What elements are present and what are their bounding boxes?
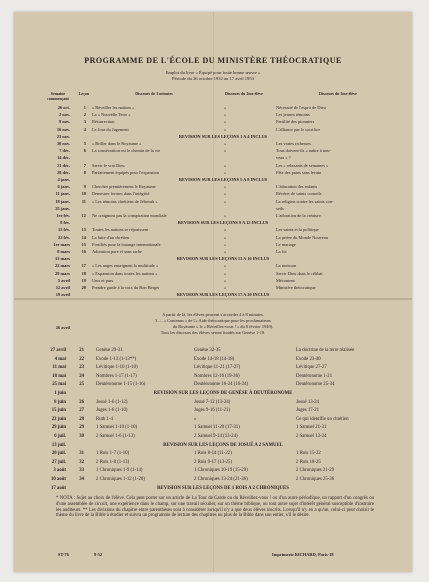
cell-b: 2 Chroniques 13-24 (21-36) xyxy=(194,477,248,482)
cell-a: Demeurer fermes dans l'intégrité xyxy=(92,191,150,197)
cell-num: 16 xyxy=(81,249,86,254)
revision-heading: REVISION SUR LES LEÇONS 9 A 12 INCLUS xyxy=(177,220,269,226)
document-title: PROGRAMME DE L'ÉCOLE DU MINISTÈRE THÉOCRATIQUE xyxy=(84,56,342,65)
cell-b: » xyxy=(224,234,227,240)
cell-b: » xyxy=(224,112,227,118)
cell-a: « Les anges enseignent la multitude » xyxy=(92,263,159,269)
cell-a: Parfaitement équipés pour l'expansion xyxy=(92,169,159,175)
cell-b: » xyxy=(224,162,227,168)
cell-b: » xyxy=(194,416,197,422)
header-lesson: Leçon xyxy=(78,91,90,96)
cell-b: » xyxy=(224,148,227,154)
cell-num: 27 xyxy=(79,408,84,414)
cell-num: 14 xyxy=(81,234,86,240)
cell-a: Fortifiés pour la louange internationale xyxy=(92,241,161,247)
cell-b: Genèse 32-35 xyxy=(194,348,221,353)
cell-date: 1er fév. xyxy=(56,213,70,218)
cell-date: 11 mai xyxy=(52,365,66,371)
cell-c: Fête des pains sans levain xyxy=(276,169,322,175)
cell-num: 9 xyxy=(83,184,86,190)
cell-c: 2 Chroniques 21-29 xyxy=(296,468,335,474)
cell-a: « Réveiller les nations » xyxy=(92,105,135,110)
cell-a: 2 Chroniques 1-12 (1-20) xyxy=(96,477,145,482)
cell-date: 22 mars xyxy=(55,263,70,269)
footer-code: ST-76 xyxy=(58,552,69,557)
cell-date: 4 mai xyxy=(54,356,66,362)
cell-a: Josué 1-6 (1-12) xyxy=(96,399,128,405)
cell-date: 18 janv. xyxy=(55,198,70,204)
cell-b: » xyxy=(224,227,227,233)
cell-b: » xyxy=(224,213,227,218)
cell-date: 5 avril xyxy=(57,277,70,283)
cell-b: » xyxy=(224,198,227,204)
cell-b: Juges 9-16 (11-21) xyxy=(194,408,231,414)
cell-a: « Briller dans le Royaume » xyxy=(92,141,142,146)
cell-a: Chercher premièrement le Royaume xyxy=(92,184,156,190)
cell-c: Les saints et la politique xyxy=(276,227,319,233)
cell-b: » xyxy=(224,126,227,132)
cell-num: 3 xyxy=(83,119,86,125)
cell-b: Deutéronome 16-24 (16-24) xyxy=(194,382,249,388)
cell-date: 22 fév. xyxy=(58,234,70,240)
revision-heading: REVISION SUR LES LEÇONS DE 1 ROIS A 2 CHRONIQUES xyxy=(157,485,289,491)
cell-num: 31 xyxy=(79,451,84,457)
cell-a: 1 Samuel 1-10 (1-10) xyxy=(96,425,138,431)
cell-b: » xyxy=(224,191,227,197)
cell-num: 23 xyxy=(79,365,84,371)
mid-date: 26 avril xyxy=(55,325,70,330)
cell-b: » xyxy=(224,105,227,110)
cell-c: Le mariage xyxy=(276,241,296,247)
cell-a: Le Jour du Jugement xyxy=(92,126,129,132)
cell-a: « Les témoins chrétiens de Jéhovah » xyxy=(92,198,158,204)
revision-heading: REVISION SUR LES LEÇONS DE JOSUÉ A 2 SAMUEL xyxy=(163,442,283,448)
cell-date: 14 déc. xyxy=(57,155,70,161)
cell-date: 27 avril xyxy=(50,348,66,353)
cell-date: 8 fév. xyxy=(60,220,70,226)
cell-c: La religion contre les saints con- xyxy=(276,198,334,204)
mid-line-2: 3 .... « Contenus » de l'« Aide théocratique pour les proclamateurs xyxy=(155,318,271,323)
cell-num: 6 xyxy=(83,148,86,154)
cell-c: Tous doivent-ils « naître à nou- xyxy=(276,148,331,154)
cell-num: 29 xyxy=(79,425,84,431)
cell-num: 18 xyxy=(81,270,86,276)
cell-c: Josué 13-24 xyxy=(296,399,320,405)
cell-c: Révérer de saints conseils xyxy=(276,191,322,197)
cell-date: 20 juil. xyxy=(51,451,66,457)
cell-num: 5 xyxy=(83,141,86,146)
cell-num: 1 xyxy=(83,105,86,110)
cell-date: 7 déc. xyxy=(59,148,70,154)
program-sheet xyxy=(14,12,412,572)
cell-date: 11 janv. xyxy=(55,191,70,197)
cell-date: 12 avril xyxy=(55,285,70,290)
cell-c: Les jeunes témoins xyxy=(276,112,310,118)
cell-a: La « Nouvelle Terre » xyxy=(92,112,131,118)
cell-a: 1 Chroniques 1-9 (1-14) xyxy=(96,468,143,474)
cell-num: 33 xyxy=(79,468,84,474)
cell-num: 21 xyxy=(79,348,84,353)
cell-num: 17 xyxy=(81,263,86,269)
cell-num: 19 xyxy=(81,277,86,283)
cell-date: 6 juil. xyxy=(54,434,66,439)
cell-c: Fertilité des pionniers xyxy=(276,119,315,125)
cell-a: Deutéronome 1-15 (1-16) xyxy=(96,382,146,388)
cell-b: 2 Samuel 9-14 (13-24) xyxy=(194,434,238,439)
cell-num: 13 xyxy=(81,227,86,233)
cell-date: 23 nov. xyxy=(56,133,70,139)
cell-c: L'alliance par le sacrifice xyxy=(276,126,321,132)
cell-num: 30 xyxy=(79,434,84,439)
cell-date: 25 mai xyxy=(52,382,66,388)
cell-c: Lévitique 27-27 xyxy=(296,365,327,371)
cell-num: 12 xyxy=(81,213,86,218)
cell-num: 4 xyxy=(83,126,86,132)
cell-c: Deutéronome 1-21 xyxy=(296,373,333,379)
cell-date: 9 nov. xyxy=(59,119,70,125)
cell-c: seils xyxy=(276,205,284,211)
cell-c: 1 Rois 15-22 xyxy=(296,451,321,457)
cell-date: 17 août xyxy=(50,485,66,491)
revision-heading: REVISION SUR LES LEÇONS 5 A 8 INCLUS xyxy=(178,177,268,182)
cell-b: 1 Chroniques 10-19 (15-29) xyxy=(194,468,248,474)
cell-a: 1 Rois 1-7 (1-10) xyxy=(96,451,130,457)
header-student-2: Discours du 2me élève xyxy=(225,91,263,96)
cell-a: Genèse 29-31 xyxy=(96,348,123,353)
cell-c: Les « relaxants de semaines » xyxy=(276,162,329,168)
cell-num: 2 xyxy=(83,112,86,118)
cell-a: 2 Samuel 1-6 (1-13) xyxy=(96,434,135,439)
cell-c: Ce qui identifie un chrétien xyxy=(296,416,349,422)
cell-c: Exode 23-40 xyxy=(296,356,321,362)
cell-b: Exode 14-18 (14-18) xyxy=(194,356,235,362)
cell-num: 26 xyxy=(79,399,84,405)
cell-num: 11 xyxy=(81,198,86,204)
cell-date: 15 mars xyxy=(55,256,70,262)
cell-date: 6 janv. xyxy=(57,184,70,190)
cell-c: Servir Dieu dans le célibat xyxy=(276,270,323,276)
footnote: * NOTA : Sujet au choix de l'élève. Cela peut porter sur un article de La Tour de Garde ou du Réveillez-vous ! ou d'un autre périodique, un rapport d'un congrès ou d'une assemblée de circuit, une expérience dans le champ, sur une travail séculier, sur un thème biblique, ou tout autre sujet d'intérêt général susceptible d'instruire les auditeurs. ** Les divisions du chapitre entre parenthèses sont à considérer lorsqu'il n'y a que deux élèves inscrits. Lorsqu'il n'y en a qu'un, celui-ci peut choisir le thème du livre de la Bible à étudier et suivra un programme de lecture des chapitres ou plus de la Bible dans son entier, s'il le désire. xyxy=(56,496,374,519)
cell-a: La consécration est le chemin de la vie xyxy=(92,148,161,154)
cell-a: Juges 1-6 (1-10) xyxy=(96,408,128,414)
cell-date: 19 avril xyxy=(55,292,70,298)
cell-c: La moisson xyxy=(276,263,297,269)
cell-date: 1 juin xyxy=(54,391,66,396)
cell-b: Nombres 12-16 (19-36) xyxy=(194,373,240,379)
revision-heading: REVISION SUR LES LEÇONS 13 A 16 INCLUS xyxy=(176,256,270,262)
cell-a: Résurrection xyxy=(92,119,115,125)
cell-c: La foi xyxy=(276,249,287,254)
cell-b: » xyxy=(224,249,227,254)
cell-c: La doctrine de la terre réalisée xyxy=(296,348,355,353)
revision-heading: REVISION SUR LES LEÇONS 1 A 4 INCLUS xyxy=(178,133,268,139)
cell-date: 16 nov. xyxy=(56,126,70,132)
cell-num: 8 xyxy=(83,169,86,175)
cell-c: Deutéronome 25-34 xyxy=(296,382,335,388)
cell-b: 1 Rois 8-14 (11-22) xyxy=(194,451,232,457)
mid-line-3: du Royaume » le « Réveillez-vous ! » du 8 février 1949). xyxy=(172,324,274,329)
cell-b: » xyxy=(224,119,227,125)
cell-b: » xyxy=(224,141,227,146)
cell-a: Servir le vrai Dieu xyxy=(92,162,125,168)
cell-c: Juges 17-21 xyxy=(296,408,320,414)
cell-num: 28 xyxy=(79,416,84,422)
cell-num: 22 xyxy=(79,356,84,362)
cell-date: 8 juin xyxy=(54,399,66,405)
cell-date: 2 nov. xyxy=(59,112,70,118)
cell-b: » xyxy=(224,285,227,290)
cell-a: Prendre garde à la voix du Bon Berger xyxy=(92,285,160,290)
cell-num: 20 xyxy=(81,285,86,290)
cell-a: Adoration pure et sans tache xyxy=(92,249,142,254)
cell-b: 2 Rois 9-17 (13-25) xyxy=(194,459,232,465)
cell-date: 30 nov. xyxy=(56,141,70,146)
cell-a: Unis et purs xyxy=(92,277,114,283)
cell-num: 7 xyxy=(83,162,86,168)
cell-b: » xyxy=(224,277,227,283)
cell-date: 15 juin xyxy=(51,408,66,414)
cell-date: 28 déc. xyxy=(57,169,70,175)
header-student-3: Discours du 3me élève xyxy=(319,91,357,96)
cell-date: 25 janv. xyxy=(55,205,70,211)
cell-c: veau » ? xyxy=(276,155,291,161)
cell-date: 26 oct. xyxy=(57,105,70,110)
cell-date: 18 mai xyxy=(52,373,66,379)
cell-a: Nombres 1-17 (1-17) xyxy=(96,373,137,379)
cell-b: Lévitique 11-21 (17-27) xyxy=(194,365,241,371)
cell-date: 8 mars xyxy=(57,249,70,254)
cell-c: L'adoration de la créature xyxy=(276,213,321,218)
cell-b: 1 Samuel 11-20 (17-31) xyxy=(194,425,240,431)
cell-a: Exode 1-13 (1-13**) xyxy=(96,356,137,362)
cell-date: 21 déc. xyxy=(57,162,70,168)
cell-num: 34 xyxy=(79,477,84,482)
cell-a: 2 Rois 1-8 (1-13) xyxy=(96,459,130,465)
header-talk-3min: Discours de 3 minutes xyxy=(135,91,173,96)
footer-printer: Imprimerie RICHARD, Paris-18 xyxy=(272,552,334,557)
revision-heading: REVISION SUR LES LEÇONS 17 A 20 INCLUS xyxy=(176,292,270,298)
mid-line-1: A partir de là, les élèves peuvent s'accorder 4 à 8 minutes. xyxy=(162,312,264,317)
cell-a: Ruth 1-4 xyxy=(96,416,113,422)
cell-c: Mécontent xyxy=(276,277,295,283)
schedule-row xyxy=(14,484,412,493)
cell-num: 10 xyxy=(81,191,86,197)
cell-c: Ministère théocratique xyxy=(276,285,316,290)
cell-b: » xyxy=(224,241,227,247)
footer-date: 9-52 xyxy=(94,552,103,557)
cell-c: Nécessité de l'esprit de Dieu xyxy=(276,105,326,110)
cell-date: 29 mars xyxy=(55,270,70,276)
cell-c: 2 Samuel 13-24 xyxy=(296,434,327,439)
cell-a: Toutes les nations se réjouissent xyxy=(92,227,149,233)
cell-b: » xyxy=(224,169,227,175)
header-week: Semaine commençant xyxy=(47,91,69,101)
cell-date: 4 janv. xyxy=(57,177,70,182)
cell-b: » xyxy=(224,263,227,269)
revision-heading: REVISION SUR LES LEÇONS DE GENÈSE À DEUTÉRONOME xyxy=(153,391,293,396)
subtitle-book: Emploi du livre « Équipé pour toute bonne œuvre » xyxy=(165,70,261,75)
cell-b: » xyxy=(224,270,227,276)
cell-date: 3 août xyxy=(53,468,66,474)
cell-num: 15 xyxy=(81,241,86,247)
cell-date: 1er mars xyxy=(53,241,70,247)
cell-num: 32 xyxy=(79,459,84,465)
cell-num: 24 xyxy=(79,373,84,379)
cell-date: 22 juin xyxy=(51,416,66,422)
cell-num: 25 xyxy=(79,382,84,388)
cell-b: » xyxy=(224,184,227,190)
cell-a: La lutte d'un chrétien xyxy=(92,234,130,240)
cell-date: 27 juil. xyxy=(51,459,66,465)
cell-a: « Expansion dans toutes les nations » xyxy=(92,270,158,276)
cell-date: 10 août xyxy=(50,477,66,482)
cell-a: Lévitique 1-10 (1-10) xyxy=(96,365,138,371)
cell-c: Les vraies richesses xyxy=(276,141,311,146)
cell-date: 29 juin xyxy=(51,425,66,431)
cell-c: 2 Chroniques 25-36 xyxy=(296,477,335,482)
schedule-row xyxy=(14,291,412,299)
cell-date: 15 fév. xyxy=(58,227,70,233)
cell-c: La prière du Monde Nouveau xyxy=(276,234,328,240)
subtitle-period: Période du 26 octobre 1952 au 17 avril 1953 xyxy=(172,76,254,81)
cell-a: Ne craignons pas la conspiration mondiale xyxy=(92,213,167,218)
cell-date: 13 juil. xyxy=(51,442,66,448)
cell-b: Josué 7-12 (13-24) xyxy=(194,399,231,405)
cell-c: 2 Rois 18-25 xyxy=(296,459,321,465)
cell-c: L'éducation des enfants xyxy=(276,184,318,190)
cell-c: 1 Samuel 21-31 xyxy=(296,425,327,431)
mid-line-4: Tous les discours des élèves seront fondés sur Genèse 1-18. xyxy=(160,330,266,335)
